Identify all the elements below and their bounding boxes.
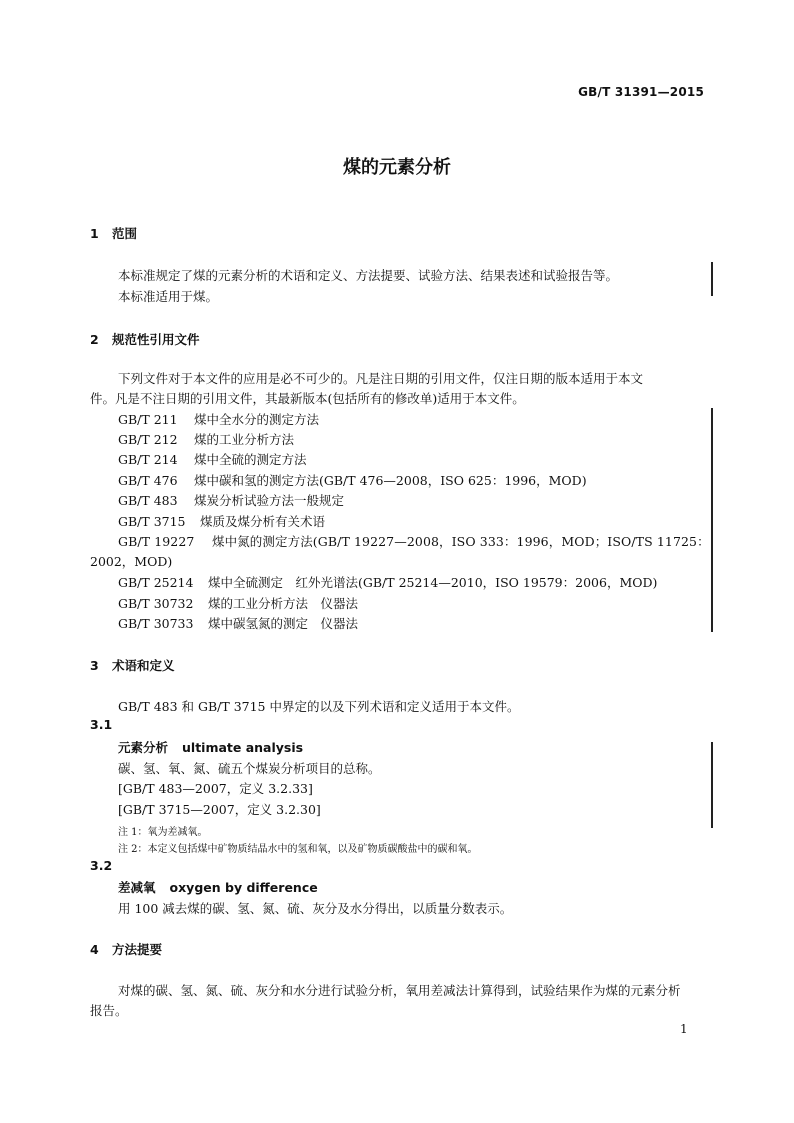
reference-item [118,471,587,489]
section-title: 方法提要 [112,942,163,957]
reference-title: 煤炭分析试验方法一般规定 [194,493,345,508]
reference-title: 煤中氮的测定方法(GB/T 19227—2008，ISO 333：1996，MOD；ISO/TS 11725： [212,534,710,549]
term-en: oxygen by difference [169,880,318,895]
term-number: 3.1 [90,717,113,732]
standard-number: GB/T 31391—2015 [578,85,704,99]
paragraph: 件。凡是不注日期的引用文件，其最新版本(包括所有的修改单)适用于本文件。 [90,391,525,406]
reference-item [118,614,358,632]
reference-item [118,573,657,591]
reference-title: 煤中全硫的测定方法 [194,452,307,467]
section-number: 4 [90,942,99,957]
reference-title: 煤中全水分的测定方法 [194,412,320,427]
paragraph: 本标准适用于煤。 [118,289,219,304]
page-number: 1 [680,1022,688,1036]
reference-code: GB/T 30732 [118,596,194,611]
change-bar [711,408,713,632]
term-definition: 碳、氢、氧、氮、硫五个煤炭分析项目的总称。 [118,761,381,776]
term-entry [118,878,318,896]
section-number: 3 [90,658,99,673]
section-1-heading [90,224,137,242]
reference-item [118,450,307,468]
term-zh: 差减氧 [118,880,156,895]
reference-code: GB/T 211 [118,412,178,427]
reference-code: GB/T 476 [118,473,178,488]
section-3-heading [90,656,175,674]
reference-code: GB/T 25214 [118,575,194,590]
change-bar [711,262,713,296]
document-title: 煤的元素分析 [343,157,451,178]
reference-item [118,430,294,448]
reference-code: GB/T 30733 [118,616,194,631]
reference-code: GB/T 214 [118,452,178,467]
section-number: 2 [90,332,99,347]
paragraph: 对煤的碳、氢、氮、硫、灰分和水分进行试验分析，氧用差减法计算得到，试验结果作为煤的元素分析 [118,983,681,998]
term-note: 注 2：本定义包括煤中矿物质结晶水中的氢和氧，以及矿物质碳酸盐中的碳和氧。 [118,844,478,855]
reference-code: GB/T 3715 [118,514,186,529]
section-2-heading [90,330,200,348]
reference-title: 煤质及煤分析有关术语 [200,514,326,529]
reference-title: 煤中碳氢氮的测定 仪器法 [208,616,359,631]
term-zh: 元素分析 [118,740,169,755]
reference-title: 煤的工业分析方法 [194,432,295,447]
reference-code: GB/T 212 [118,432,178,447]
paragraph: 本标准规定了煤的元素分析的术语和定义、方法提要、试验方法、结果表述和试验报告等。 [118,268,619,283]
reference-code: GB/T 483 [118,493,178,508]
reference-title: 煤中全硫测定 红外光谱法(GB/T 25214—2010，ISO 19579：2006，MOD) [208,575,658,590]
section-title: 范围 [112,226,138,241]
term-note: 注 1：氧为差减氧。 [118,827,208,838]
section-title: 规范性引用文件 [112,332,200,347]
paragraph: 下列文件对于本文件的应用是必不可少的。凡是注日期的引用文件，仅注日期的版本适用于本文 [118,371,644,386]
term-definition: 用 100 减去煤的碳、氢、氮、硫、灰分及水分得出，以质量分数表示。 [118,901,513,916]
term-source: [GB/T 483—2007，定义 3.2.33] [118,781,313,796]
section-4-heading [90,940,162,958]
section-title: 术语和定义 [112,658,175,673]
section-number: 1 [90,226,99,241]
reference-title: 2002，MOD) [90,554,173,569]
reference-item [118,410,319,428]
reference-item-continuation [90,552,172,570]
change-bar [711,742,713,828]
term-source: [GB/T 3715—2007，定义 3.2.30] [118,802,321,817]
reference-item [118,532,710,550]
term-entry [118,738,303,756]
reference-item [118,491,344,509]
reference-code: GB/T 19227 [118,534,195,549]
paragraph: GB/T 483 和 GB/T 3715 中界定的以及下列术语和定义适用于本文件。 [118,699,520,714]
reference-title: 煤的工业分析方法 仪器法 [208,596,359,611]
reference-item [118,512,325,530]
term-en: ultimate analysis [182,740,304,755]
reference-title: 煤中碳和氢的测定方法(GB/T 476—2008，ISO 625：1996，MOD) [194,473,587,488]
reference-item [118,594,358,612]
term-number: 3.2 [90,858,113,873]
paragraph: 报告。 [90,1003,128,1018]
